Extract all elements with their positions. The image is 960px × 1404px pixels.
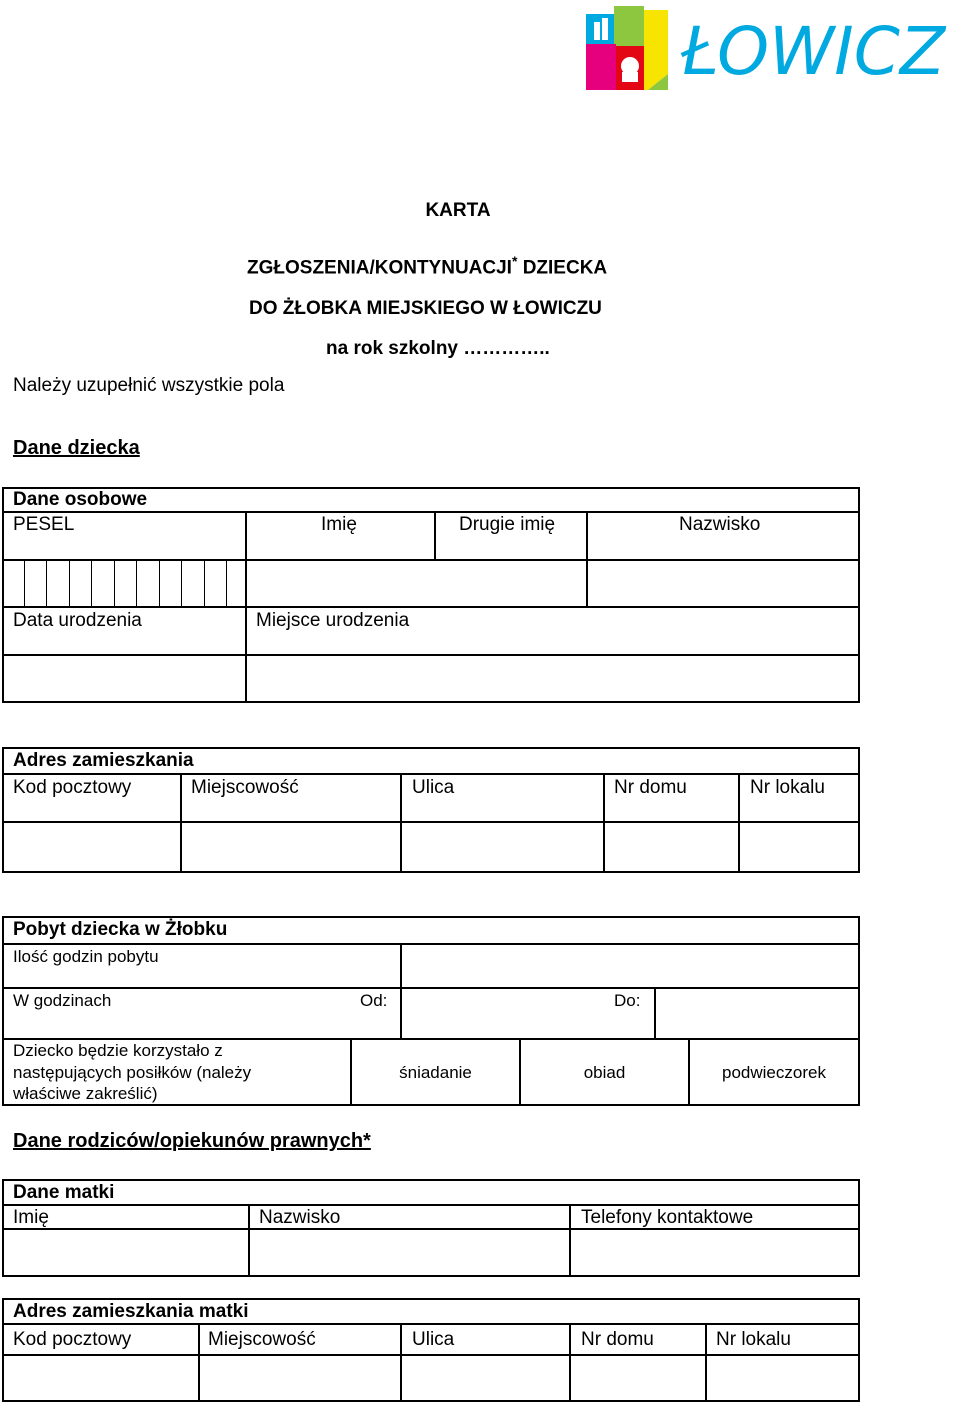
birth-date-field[interactable]	[4, 656, 245, 701]
personal-data-heading: Dane osobowe	[13, 489, 148, 510]
street-label: Ulica	[412, 777, 455, 798]
meals-label: Dziecko będzie korzystało z następujących posiłków (należy właściwe zakreślić)	[13, 1041, 252, 1103]
hours-count-field[interactable]	[402, 945, 858, 987]
in-hours-label: W godzinach	[13, 991, 112, 1010]
child-data-heading: Dane dziecka	[13, 437, 140, 459]
mother-first-name-field[interactable]	[4, 1230, 248, 1275]
title-line4: na rok szkolny …………..	[326, 338, 550, 359]
first-name-label: Imię	[321, 514, 357, 535]
house-no-field[interactable]	[605, 823, 738, 871]
house-no-label: Nr domu	[614, 777, 687, 798]
mother-postal-code-label: Kod pocztowy	[13, 1329, 132, 1350]
mother-street-field[interactable]	[402, 1356, 569, 1400]
title-line2-text: ZGŁOSZENIA/KONTYNUACJI	[247, 257, 512, 279]
mother-house-no-field[interactable]	[571, 1356, 705, 1400]
lunch-option[interactable]: obiad	[583, 1063, 626, 1082]
from-label: Od:	[360, 991, 388, 1010]
surname-field[interactable]	[588, 561, 858, 606]
mother-first-name-label: Imię	[13, 1207, 49, 1228]
mother-city-field[interactable]	[200, 1356, 400, 1400]
hours-count-label: Ilość godzin pobytu	[13, 947, 159, 966]
logo-emblem-icon	[586, 4, 960, 92]
title-line2	[247, 250, 607, 279]
surname-label: Nazwisko	[679, 514, 761, 535]
fill-all-note: Należy uzupełnić wszystkie pola	[13, 375, 285, 396]
breakfast-option[interactable]: śniadanie	[399, 1063, 472, 1082]
mother-street-label: Ulica	[412, 1329, 455, 1350]
mother-phones-field[interactable]	[571, 1230, 858, 1275]
mother-house-no-label: Nr domu	[581, 1329, 654, 1350]
city-logo	[586, 4, 960, 92]
mother-heading: Dane matki	[13, 1182, 115, 1203]
mother-address-heading: Adres zamieszkania matki	[13, 1301, 249, 1322]
mother-surname-label: Nazwisko	[259, 1207, 341, 1228]
mother-flat-no-label: Nr lokalu	[716, 1329, 791, 1350]
flat-no-label: Nr lokalu	[750, 777, 825, 798]
to-label: Do:	[614, 991, 641, 1010]
stay-heading: Pobyt dziecka w Żłobku	[13, 919, 228, 940]
mother-flat-no-field[interactable]	[707, 1356, 858, 1400]
parents-data-heading: Dane rodziców/opiekunów prawnych*	[13, 1130, 371, 1152]
postal-code-field[interactable]	[4, 823, 180, 871]
pesel-label: PESEL	[13, 514, 75, 535]
flat-no-field[interactable]	[740, 823, 858, 871]
mother-surname-field[interactable]	[250, 1230, 569, 1275]
title-line2-end: DZIECKA	[522, 257, 608, 279]
postal-code-label: Kod pocztowy	[13, 777, 132, 798]
street-field[interactable]	[402, 823, 603, 871]
snack-option[interactable]: podwieczorek	[722, 1063, 826, 1082]
birth-place-label: Miejsce urodzenia	[256, 610, 410, 631]
city-label: Miejscowość	[191, 777, 299, 798]
birth-place-field[interactable]	[247, 656, 858, 701]
title-asterisk: *	[511, 253, 518, 269]
first-name-field[interactable]	[247, 561, 586, 606]
mother-phones-label: Telefony kontaktowe	[581, 1207, 754, 1228]
title-line3: DO ŻŁOBKA MIEJSKIEGO W ŁOWICZU	[249, 298, 602, 319]
second-name-label: Drugie imię	[459, 514, 556, 535]
birth-date-label: Data urodzenia	[13, 610, 142, 631]
mother-postal-code-field[interactable]	[4, 1356, 198, 1400]
to-field[interactable]	[656, 989, 858, 1038]
pesel-field[interactable]	[4, 561, 245, 606]
mother-city-label: Miejscowość	[208, 1329, 316, 1350]
title-karta: KARTA	[425, 200, 491, 221]
city-field[interactable]	[182, 823, 400, 871]
svg-text:ŁOWICZ: ŁOWICZ	[682, 13, 946, 90]
address-heading: Adres zamieszkania	[13, 750, 194, 771]
